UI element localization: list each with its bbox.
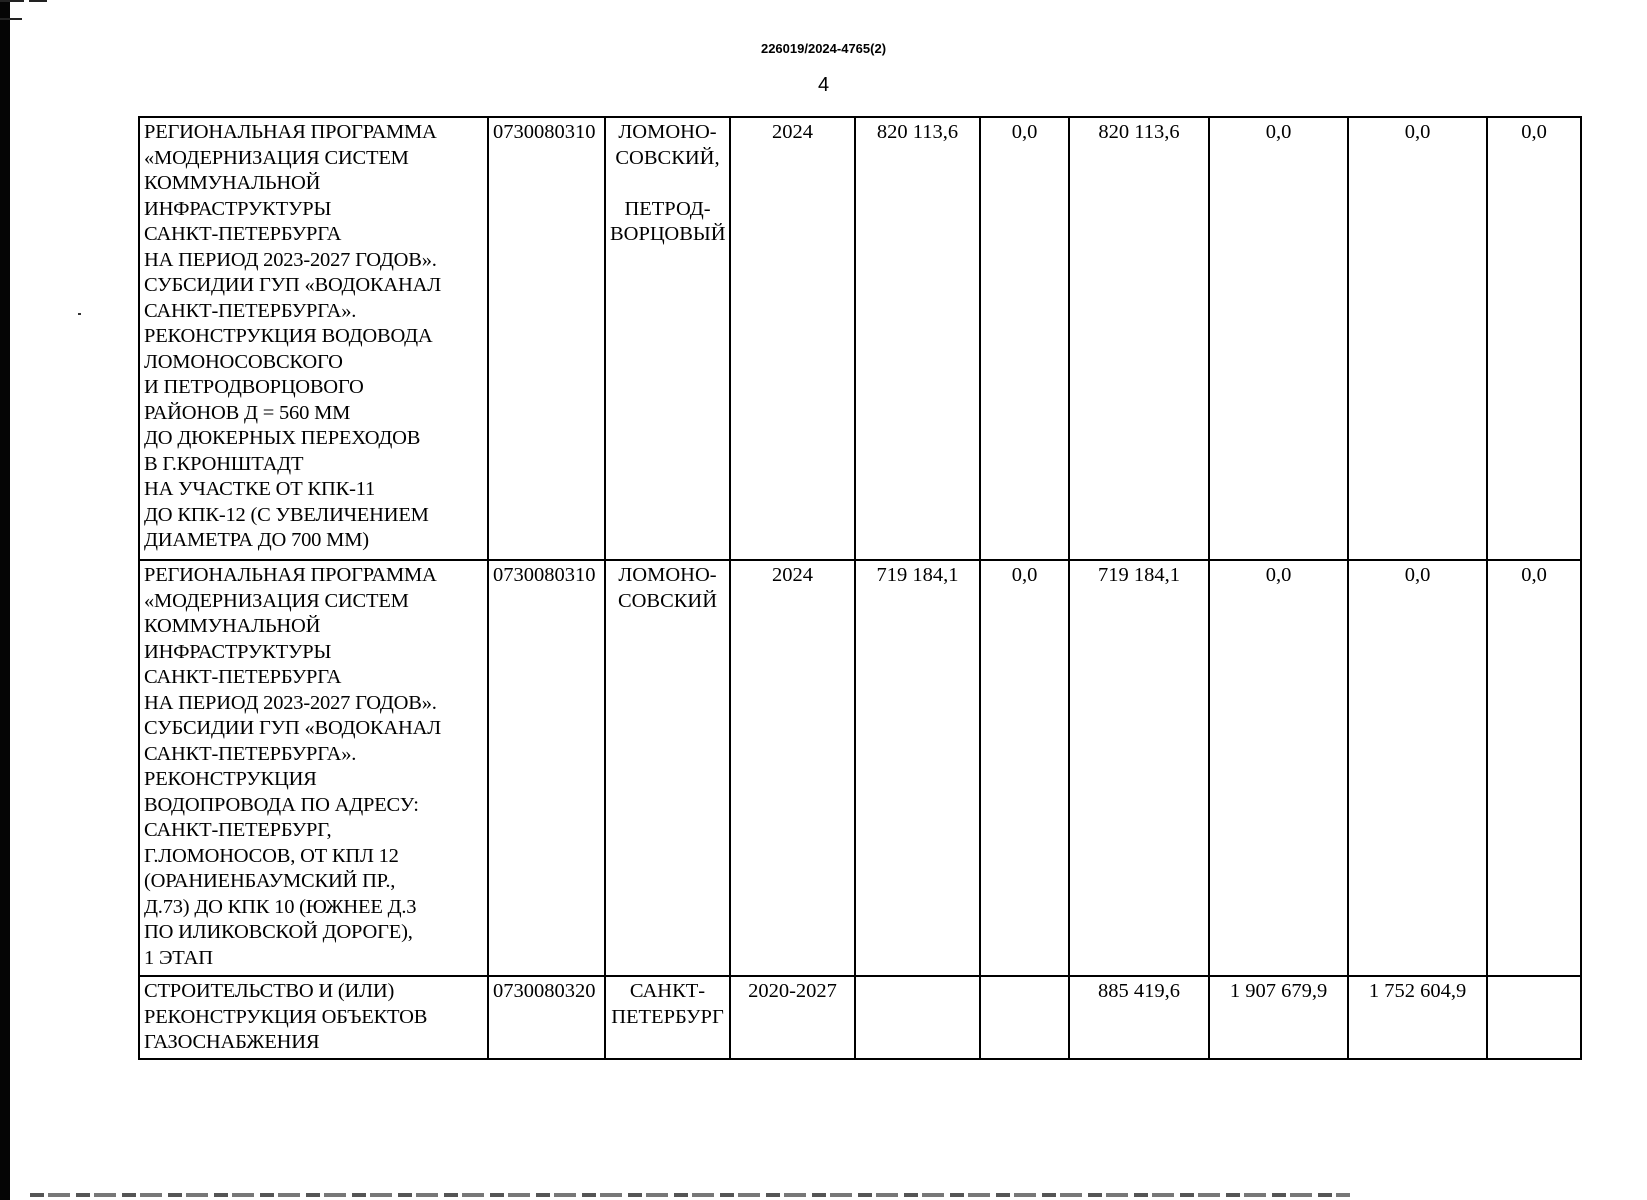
cell-value-5 (1487, 976, 1581, 1059)
page-number: 4 (817, 74, 830, 96)
cell-district: ЛОМОНО- СОВСКИЙ, ПЕТРОД- ВОРЦОВЫЙ (605, 117, 730, 560)
cell-district: ЛОМОНО- СОВСКИЙ (605, 560, 730, 976)
cell-value-2: 719 184,1 (1069, 560, 1209, 976)
cell-year: 2020-2027 (730, 976, 855, 1059)
scan-corner-mark (0, 0, 78, 4)
cell-total: 719 184,1 (855, 560, 980, 976)
cell-year: 2024 (730, 560, 855, 976)
cell-code: 0730080310 (488, 117, 605, 560)
cell-code: 0730080310 (488, 560, 605, 976)
cell-code: 0730080320 (488, 976, 605, 1059)
cell-value-5: 0,0 (1487, 560, 1581, 976)
cell-total: 820 113,6 (855, 117, 980, 560)
scan-bottom-noise (30, 1193, 1350, 1197)
cell-value-4: 0,0 (1348, 117, 1487, 560)
cell-value-4: 0,0 (1348, 560, 1487, 976)
cell-name: РЕГИОНАЛЬНАЯ ПРОГРАММА «МОДЕРНИЗАЦИЯ СИСТЕМ КОММУНАЛЬНОЙ ИНФРАСТРУКТУРЫ САНКТ-ПЕТЕРБУРГА НА ПЕРИОД 2023-2027 ГОДОВ». СУБСИДИИ ГУП «ВОДОКАНАЛ САНКТ-ПЕТЕРБУРГА». РЕКОНСТРУКЦИЯ ВОДОВОДА ЛОМОНОСОВСКОГО И ПЕТРОДВОРЦОВОГО РАЙОНОВ Д = 560 ММ ДО ДЮКЕРНЫХ ПЕРЕХОДОВ В Г.КРОНШТАДТ НА УЧАСТКЕ ОТ КПК-11 ДО КПК-12 (С УВЕЛИЧЕНИЕМ ДИАМЕТРА ДО 700 ММ) (139, 117, 488, 560)
cell-total (855, 976, 980, 1059)
cell-value-4: 1 752 604,9 (1348, 976, 1487, 1059)
cell-district: САНКТ- ПЕТЕРБУРГ (605, 976, 730, 1059)
cell-value-1 (980, 976, 1069, 1059)
scan-speck (78, 313, 81, 315)
cell-name: СТРОИТЕЛЬСТВО И (ИЛИ) РЕКОНСТРУКЦИЯ ОБЪЕКТОВ ГАЗОСНАБЖЕНИЯ (139, 976, 488, 1059)
table-row (139, 560, 1581, 976)
cell-name: РЕГИОНАЛЬНАЯ ПРОГРАММА «МОДЕРНИЗАЦИЯ СИСТЕМ КОММУНАЛЬНОЙ ИНФРАСТРУКТУРЫ САНКТ-ПЕТЕРБУРГА НА ПЕРИОД 2023-2027 ГОДОВ». СУБСИДИИ ГУП «ВОДОКАНАЛ САНКТ-ПЕТЕРБУРГА». РЕКОНСТРУКЦИЯ ВОДОПРОВОДА ПО АДРЕСУ: САНКТ-ПЕТЕРБУРГ, Г.ЛОМОНОСОВ, ОТ КПЛ 12 (ОРАНИЕНБАУМСКИЙ ПР., Д.73) ДО КПК 10 (ЮЖНЕЕ Д.3 ПО ИЛИКОВСКОЙ ДОРОГЕ), 1 ЭТАП (139, 560, 488, 976)
scan-edge (0, 0, 10, 1200)
cell-value-2: 820 113,6 (1069, 117, 1209, 560)
cell-value-2: 885 419,6 (1069, 976, 1209, 1059)
table-row (139, 976, 1581, 1059)
cell-value-1: 0,0 (980, 560, 1069, 976)
table-row (139, 117, 1581, 560)
cell-value-3: 0,0 (1209, 560, 1348, 976)
document-number: 226019/2024-4765(2) (760, 41, 887, 56)
cell-value-5: 0,0 (1487, 117, 1581, 560)
cell-value-3: 0,0 (1209, 117, 1348, 560)
cell-value-1: 0,0 (980, 117, 1069, 560)
cell-year: 2024 (730, 117, 855, 560)
cell-value-3: 1 907 679,9 (1209, 976, 1348, 1059)
budget-table (138, 116, 1582, 1060)
